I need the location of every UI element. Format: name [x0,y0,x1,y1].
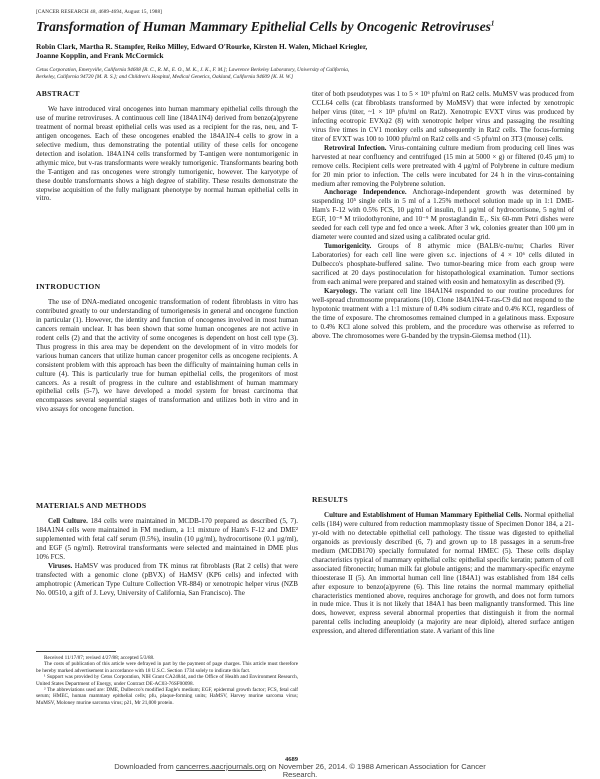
runin-heading: Tumorigenicity. [324,242,372,251]
abstract-heading: ABSTRACT [36,89,80,98]
abstract-section [36,90,298,203]
journal-link[interactable]: cancerres.aacrjournals.org [175,762,266,771]
paragraph-text: The variant cell line 184A1N4 responded to our routine procedures for well-spread chromosome preparations (10). Clone 184A1N4-T-ras-C9 did not respond to the hypotonic treatment with a 1:1 mixture of 0.4% sodium citrate and 0.4% KCl, regardless of the time of exposure. The chromosomes remained clumped in a gelatinous mass. Exposure to 0.4% KCl alone solved this problem, and the procedure was otherwise as referred to above. The chromosomes were G-banded by the trypsin-Giemsa method (11). [312,286,574,340]
methods-paragraph [312,287,574,341]
download-footer [0,763,600,779]
paragraph-text: Anchorage-independent growth was determined by suspending 10⁵ single cells in 5 ml of a 1.25% methocel solution made up in 1:1 DME-Ham's F-12 with 0.5% FCS, 10 μg/ml of insulin, 0.1 μg/ml of hydrocortisone, 5 ng/ml of EGF, 10⁻⁸ M triiodothyronine, and 10⁻⁹ M prostaglandin E₁. Six 60-mm Petri dishes were seeded for each cell type and fed once a week. After 3 wk, colonies greater than 100 μm in diameter were counted and sized using a calibrated ocular grid. [312,188,574,242]
title-footnote-marker: 1 [490,19,495,28]
methods-continued [312,90,574,341]
runin-heading: Anchorage Independence. [324,188,407,197]
paragraph-text: titer of both pseudotypes was 1 to 5 × 10⁶ pfu/ml on Rat2 cells. MuMSV was produced from CCL64 cells (cat fibroblasts transformed by MoMSV) that were infected by xenotropic helper virus (titer, ~1 × 10⁵ pfu/ml on Rat2). Xenotropic EVXT virus was produced by infecting ecotropic EVXψ2 (8) with xenotropic helper virus and passaging the resulting virus five times in CV1 monkey cells and subsequently in Rat2 cells. The focus-forming titer of EVXT was 100 to 1000 pfu/ml on Rat2 cells and <5 pfu/ml on 3T3 (mouse) cells. [312,90,574,143]
footnote-divider [36,651,116,652]
paragraph-text: Virus-containing culture medium from producing cell lines was harvested at near confluency and centrifuged (15 min at 5000 × g) or filtered (0.45 μm) to remove cells. Recipient cells were pretreated with 4 μg/ml of Polybrene in culture medium for 20 min prior to infection. The cells were incubated for 24 h in the virus-containing medium after removing the Polybrene solution. [312,143,574,188]
affiliation-line: Berkeley, California 94720 [M. R. S.]; and Children's Hospital, Medical Genetics, Oakland, California 94609 [K. H. W.] [36,73,294,80]
footnote: Received 11/17/87; revised 4/27/88; accepted 5/3/88. [44,655,155,661]
author-list [36,42,576,60]
runin-heading: Cell Culture. [48,516,88,525]
paragraph-text: 184 cells were maintained in MCDB-170 prepared as described (5, 7). 184A1N4 cells were maintained in FM medium, a 1:1 mixture of Ham's F-12 and DME² supplemented with fetal calf serum (0.5%), insulin (10 μg/ml), hydrocortisone (0.1 μg/ml), and EGF (5 ng/ml). Retroviral transformants were selected and maintained in DME plus 10% FCS. [36,516,298,561]
author-line: Joanne Kopplin, and Frank McCormick [36,51,164,60]
materials-paragraph [36,517,298,562]
title-text: Transformation of Human Mammary Epithelial Cells by Oncogenic Retroviruses [36,19,491,34]
materials-section [36,502,298,598]
methods-paragraph [312,188,574,242]
results-paragraph [312,511,574,636]
runin-heading: Karyology. [324,286,358,295]
runin-heading: Retroviral Infection. [324,143,387,152]
footer-line: Research. [282,770,318,779]
runin-heading: Viruses. [48,561,73,570]
methods-paragraph [312,242,574,287]
runin-heading: Culture and Establishment of Human Mammary Epithelial Cells. [324,510,523,519]
abstract-text: We have introduced viral oncogenes into human mammary epithelial cells through the use of murine retroviruses. A continuous cell line (184A1N4) derived from benzo(a)pyrene treatment of normal breast epithelial cells was used as a recipient for the ras, neu, and T-antigen oncogenes. Each of these oncogenes enabled the 184A1N-4 cells to grow in a selective medium, thus demonstrating the potential utility of these cells for oncogene detection and isolation. 184A1N4 cells transformed by T-antigen were nontumorigenic in athymic mice, but v-ras transformants were weakly tumorigenic. Transformants bearing both the T-antigen and ras oncogenes were strongly tumorigenic, however. The karyotype of these double transformants shows a high degree of stability. These results demonstrate the stepwise acquisition of the fully malignant phenotype by normal human epithelial cells in vitro. [36,104,298,203]
footnote: ² The abbreviations used are: DME, Dulbecco's modified Eagle's medium; EGF, epidermal growth factor; FCS, fetal calf serum; HMEC, human mammary epithelial cells; pfu, plaque-forming units; HaMSV, Harvey murine sarcoma virus; MuMSV, Moloney murine sarcoma virus; p21, Mr 21,000 protein. [36,687,298,706]
methods-paragraph [312,90,574,144]
footer-prefix: Downloaded from [114,762,176,771]
introduction-section [36,283,298,414]
footer-suffix: on November 26, 2014. © 1988 American Association for Cancer [265,762,486,771]
introduction-text: The use of DNA-mediated oncogenic transformation of rodent fibroblasts in vitro has contributed greatly to our understanding of tumorigenesis in general and oncogene function in particular (1). However, the identity and function of oncogenes involved in most human cancers remain unclear. It has been shown that some human oncogenes are not active in rodent cells (2) and that the activity of some oncogenes is dependent on host cell type (3). Thus progress in this area may be dependent on the development of in vitro models for various human cancers that utilize human cancer progenitor cells as oncogene recipients. A consistent problem with this approach has been the difficulty of maintaining human cells in culture (4). This is particularly true for human epithelial cells, the progenitors of most cancers. As a result of progress in the culture and establishment of human mammary epithelial cells (5-7), we have developed a model system for breast carcinoma that encompasses several sequential stages of transformation and utilizes both in vitro and in vivo assays for oncogene function. [36,297,298,414]
footnotes [36,655,298,706]
paragraph-text: Normal epithelial cells (184) were cultured from reduction mammoplasty tissue of Specimen Donor 184, a 21-yr-old with no detectable epithelial cell pathology. The tissue was digested to epithelial organoids as previously described (6, 7) and grown up to 18 passages in a serum-free medium (MCDB170) specially formulated for normal HMEC (5). These cells display characteristics typical of mammary epithelial cells: epithelial specific keratin; pattern of cell associated fibronectin; human milk fat globule antigens; and the mammary-specific enzyme thioesterase II (5). An immortal human cell line (184A1) was established from 184 cells after exposure to benzo(a)pyrene (6). This line retains the normal mammary epithelial characteristics mentioned above, requires anchorage for growth, and does not form tumors in nude mice. Thus it is not likely that 184A1 has been malignantly transformed. This line does, however, express several abnormal properties that distinguish it from the normal parental cells including aneuploidy (a majority are near diploid), altered surface antigen expression, and altered differentiation state. A variant of this line [312,510,574,636]
affiliations [36,67,566,80]
paragraph-text: Groups of 8 athymic mice (BALB/c-nu/nu; Charles River Laboratories) for each cell line were given s.c. injections of 4 × 10⁶ cells diluted in Dulbecco's phosphate-buffered saline. Two tumor-bearing mice from each group were sacrificed at 20 days postinoculation for histopathological examination. Tumor sections from each animal were prepared and stained with eosin and hematoxylin as described (9). [312,242,574,287]
materials-paragraph [36,562,298,598]
footnote: The costs of publication of this article were defrayed in part by the payment of page charges. This article must therefore be hereby marked advertisement in accordance with 18 U.S.C. Section 1734 solely to indicate this fact. [36,661,298,674]
footnote: ¹ Support was provided by Cetus Corporation, NIH Grant CA24844, and the Office of Health and Environment Research, United States Department of Energy, under Contract DE-AC03-76SF00098. [36,674,298,687]
materials-heading: MATERIALS AND METHODS [36,501,147,510]
results-section [312,496,574,636]
paragraph-text: HaMSV was produced from TK minus rat fibroblasts (Rat 2 cells) that were transfected with a genomic clone (pBVX) of HaMSV (KP6 cells) and infected with amphotropic (American Type Culture Collection VR-884) or xenotropic helper virus (NZB No. 00510, a gift of J. Levy, University of California, San Francisco). The [36,561,298,597]
running-head: [CANCER RESEARCH 48, 4689-4694, August 15, 1988] [36,9,162,15]
page-number: 4689 [285,756,298,763]
author-line: Robin Clark, Martha R. Stampfer, Reiko Milley, Edward O'Rourke, Kirsten H. Walen, Michael Kriegler, [36,42,368,51]
methods-paragraph [312,144,574,189]
article-title [36,19,576,35]
introduction-heading: INTRODUCTION [36,282,101,291]
affiliation-line: Cetus Corporation, Emeryville, California 94608 [R. C., R. M., E. O., M. K., J. K., F. M.]; Lawrence Berkeley Laboratory, University of California, [36,67,350,73]
results-heading: RESULTS [312,495,349,504]
